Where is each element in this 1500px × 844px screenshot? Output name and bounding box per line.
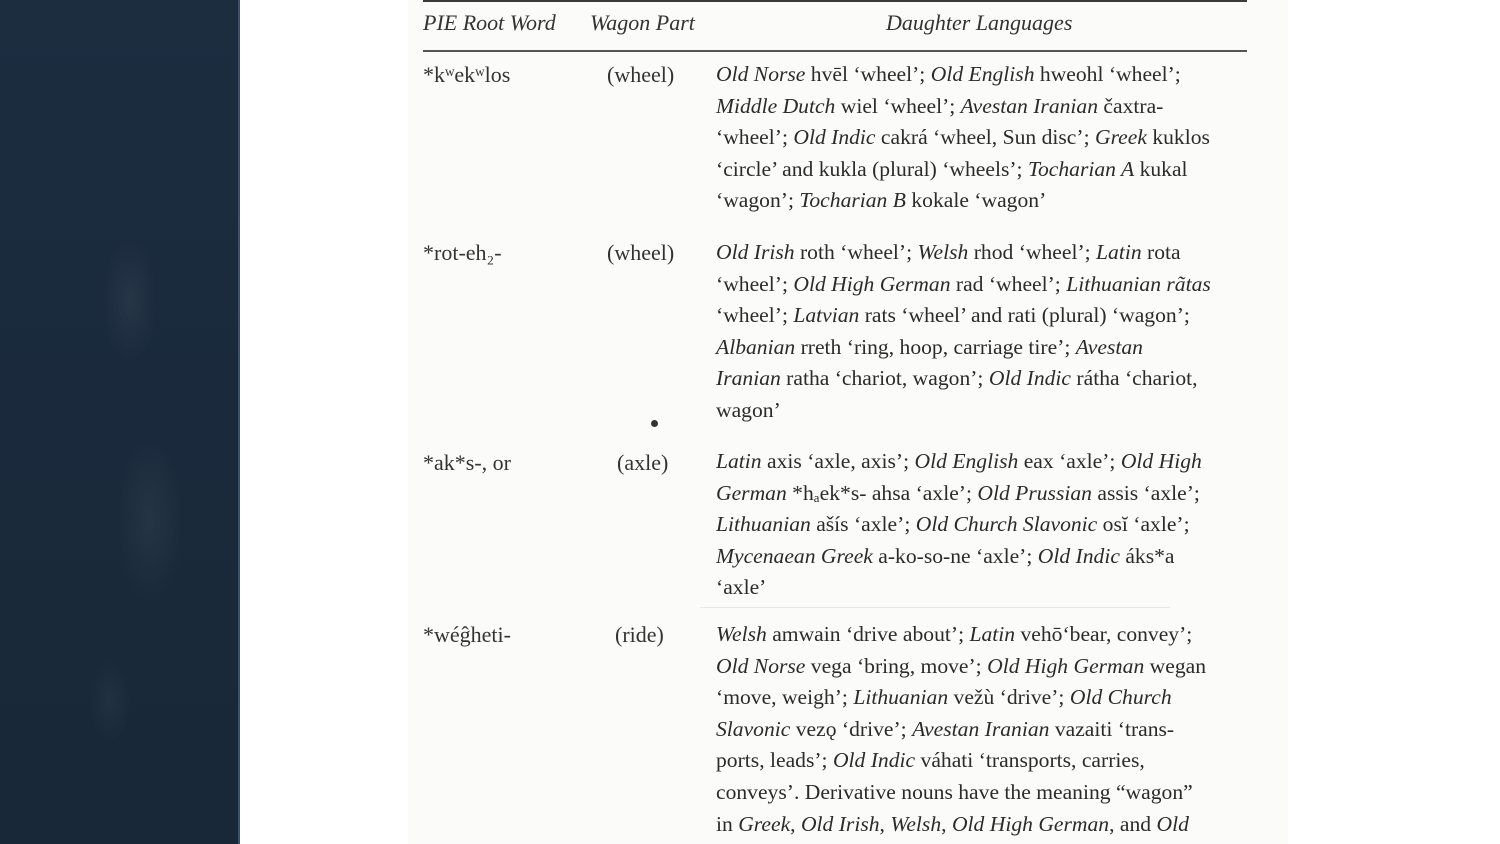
entry-line: Old Norse hvēl ‘wheel’; Old English hweohl ‘wheel’; — [716, 62, 1181, 86]
entry-line: Old Norse vega ‘bring, move’; Old High German wegan — [716, 653, 1207, 678]
entry-line: Middle Dutch wiel ‘wheel’; Avestan Iranian čaxtra- — [716, 93, 1164, 118]
faint-scan-line — [700, 607, 1170, 608]
entry-line: Old Irish roth ‘wheel’; Welsh rhod ‘wheel’; Latin rota — [716, 240, 1181, 264]
entry-line: Latin axis ‘axle, axis’; Old English eax ‘axle’; Old High — [716, 449, 1202, 473]
daughter-languages-entry — [716, 446, 1276, 604]
entry-line: ports, leads’; Old Indic váhati ‘transports, carries, — [716, 748, 1145, 773]
entry-line: in Greek, Old Irish, Welsh, Old High German, and Old — [716, 811, 1189, 836]
entry-line: ‘wagon’; Tocharian B kokale ‘wagon’ — [716, 188, 1047, 213]
entry-line: ‘axle’ — [716, 575, 767, 600]
dark-side-panel — [0, 0, 238, 844]
daughter-languages-entry — [716, 59, 1276, 217]
page-margin — [1288, 0, 1500, 844]
daughter-languages-entry — [716, 619, 1276, 840]
daughter-languages-entry — [716, 237, 1276, 427]
entry-line: conveys’. Derivative nouns have the meaning “wagon” — [716, 779, 1193, 804]
header-pie-root-word: PIE Root Word — [423, 10, 556, 35]
entry-line: Albanian rreth ‘ring, hoop, carriage tire’; Avestan — [716, 334, 1143, 359]
entry-line: Mycenaean Greek a-ko-so-ne ‘axle’; Old Indic áks*a — [716, 543, 1175, 568]
ink-speck — [651, 420, 658, 427]
header-daughter-languages: Daughter Languages — [886, 10, 1073, 35]
root-word-wegheti: *wéĝheti- — [423, 622, 511, 647]
entry-line: Slavonic vezǫ ‘drive’; Avestan Iranian vazaiti ‘trans- — [716, 716, 1175, 741]
panel-texture — [0, 0, 238, 844]
root-word-kwekwlos: *kʷekʷlos — [423, 62, 511, 87]
entry-line: ‘circle’ and kukla (plural) ‘wheels’; Tocharian A kukal — [716, 156, 1188, 181]
entry-line: ‘wheel’; Old Indic cakrá ‘wheel, Sun disc’; Greek kuklos — [716, 125, 1210, 150]
entry-line: Lithuanian ašís ‘axle’; Old Church Slavonic osĭ ‘axle’; — [716, 512, 1190, 537]
root-word-roteh2: *rot-eh₂- — [423, 240, 502, 265]
wagon-part-wheel: (wheel) — [607, 62, 675, 87]
wagon-part-ride: (ride) — [615, 622, 664, 647]
panel-divider — [238, 0, 240, 844]
entry-line: ‘wheel’; Old High German rad ‘wheel’; Lithuanian rãtas — [716, 271, 1211, 296]
wagon-part-axle: (axle) — [617, 450, 669, 475]
entry-line: Welsh amwain ‘drive about’; Latin vehō‘bear, convey’; — [716, 622, 1193, 646]
header-wagon-part: Wagon Part — [590, 10, 695, 35]
entry-line: German *hₐek*s- ahsa ‘axle’; Old Prussian assis ‘axle’; — [716, 480, 1200, 505]
table-top-rule — [423, 0, 1247, 2]
entry-line: ‘move, weigh’; Lithuanian vežù ‘drive’; Old Church — [716, 685, 1172, 710]
root-word-aks: *ak*s-, or — [423, 450, 511, 475]
entry-line: wagon’ — [716, 397, 781, 422]
entry-line: Iranian ratha ‘chariot, wagon’; Old Indic rátha ‘chariot, — [716, 366, 1198, 391]
entry-line: ‘wheel’; Latvian rats ‘wheel’ and rati (plural) ‘wagon’; — [716, 303, 1190, 328]
header-rule — [423, 50, 1247, 52]
wagon-part-wheel: (wheel) — [607, 240, 675, 265]
